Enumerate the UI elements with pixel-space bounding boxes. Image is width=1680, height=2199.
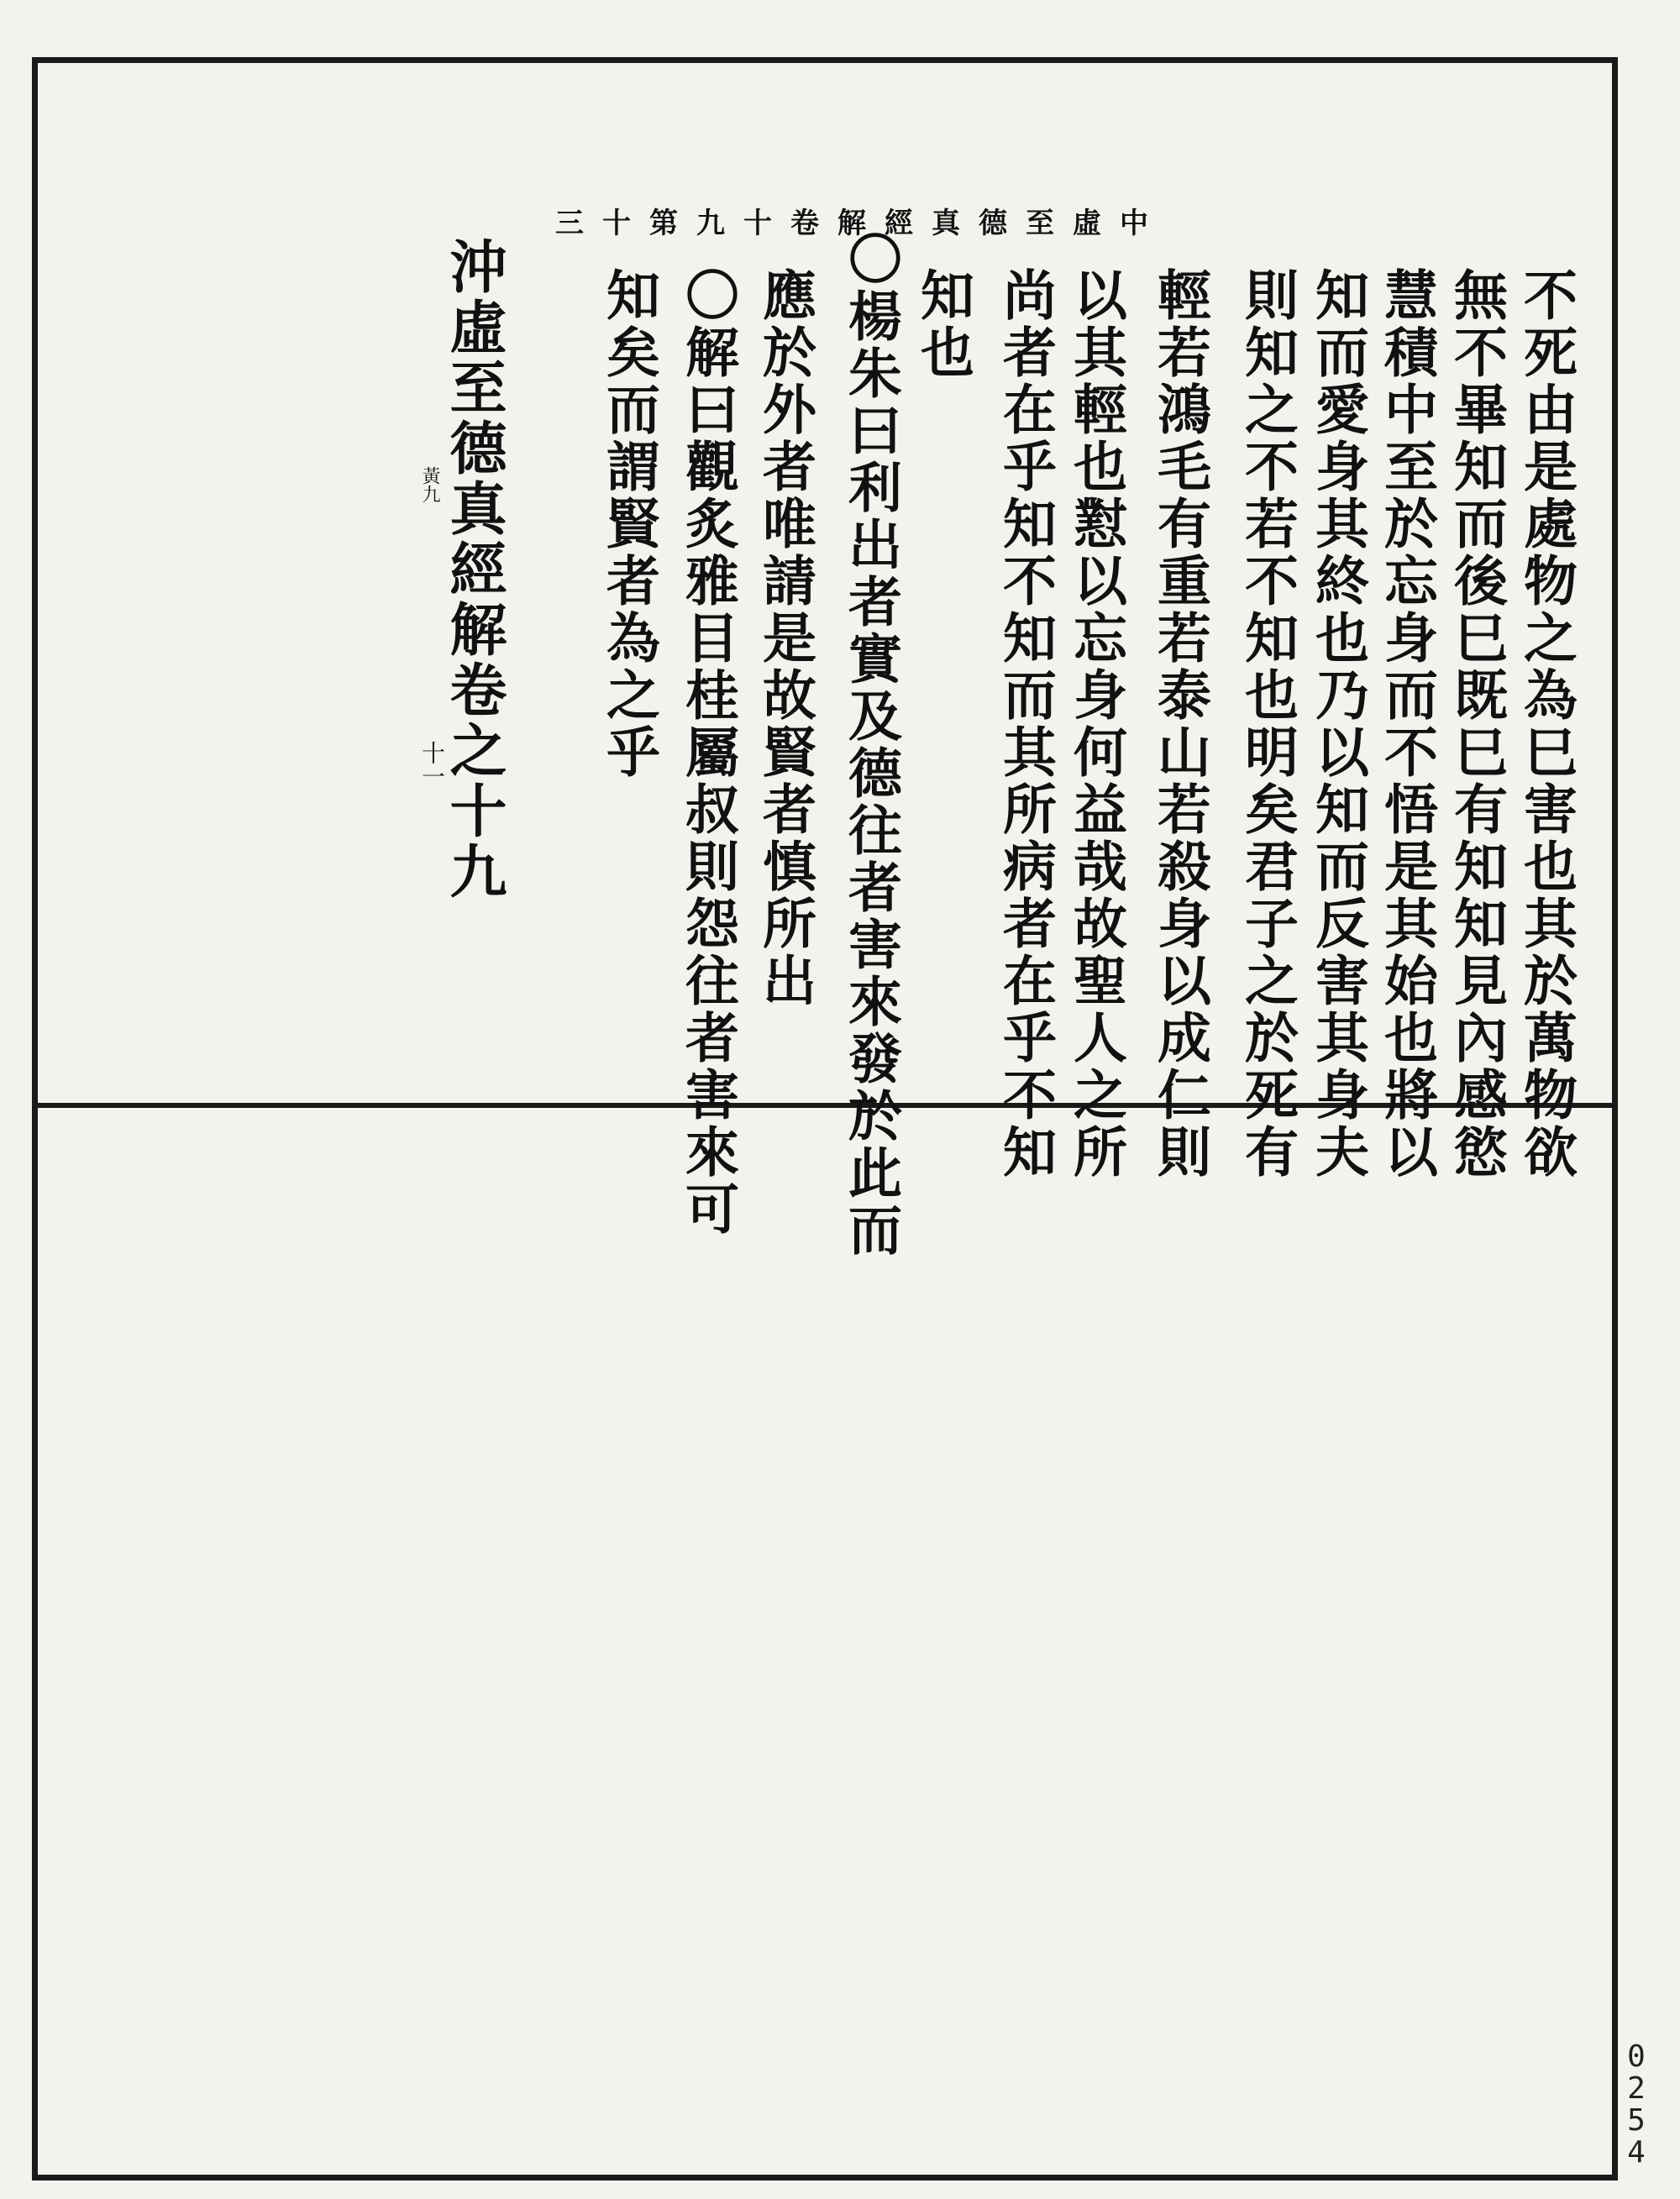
- text-column-12: 〇解曰觀炙雅目桂屬叔則怨往者害來可: [676, 267, 739, 1238]
- page-number-digit: 4: [1627, 2135, 1646, 2170]
- small-annotation: 黃九: [419, 466, 440, 503]
- text-column-7: 以其輕也懟以忘身何益哉故聖人之所: [1064, 267, 1127, 1181]
- text-column-8: 尚者在乎知不知而其所病者在乎不知: [994, 267, 1057, 1181]
- running-header: 中虛至德真經解卷十九第十三: [555, 207, 1167, 240]
- page-number-digit: 2: [1627, 2071, 1646, 2106]
- text-column-4: 知而愛身其終也乃以知而反害其身夫: [1306, 267, 1369, 1181]
- page-number-digit: 0: [1627, 2039, 1646, 2074]
- text-column-2: 無不畢知而後巳既巳有知知見內感慾: [1445, 267, 1508, 1181]
- volume-title: 沖虛至德真經解卷之十九: [440, 237, 507, 902]
- text-column-3: 慧積中至於忘身而不悟是其始也將以: [1375, 267, 1438, 1181]
- text-column-10: 〇楊朱曰利出者實及德往者害來發於此而: [839, 231, 902, 1259]
- text-column-11: 應於外者唯請是故賢者慎所出: [753, 267, 816, 1010]
- text-column-13: 知矣而謂賢者為之乎: [597, 267, 660, 781]
- text-column-6: 輕若鴻毛有重若泰山若殺身以成仁則: [1148, 267, 1211, 1181]
- sheet-number: 十一: [418, 741, 446, 788]
- page-number: [1625, 2041, 1648, 2169]
- text-column-5: 則知之不若不知也明矣君子之於死有: [1236, 267, 1299, 1181]
- text-column-1: 不死由是處物之為巳害也其於萬物欲: [1515, 267, 1578, 1181]
- text-column-9: 知也: [911, 267, 974, 381]
- page-number-digit: 5: [1627, 2103, 1646, 2138]
